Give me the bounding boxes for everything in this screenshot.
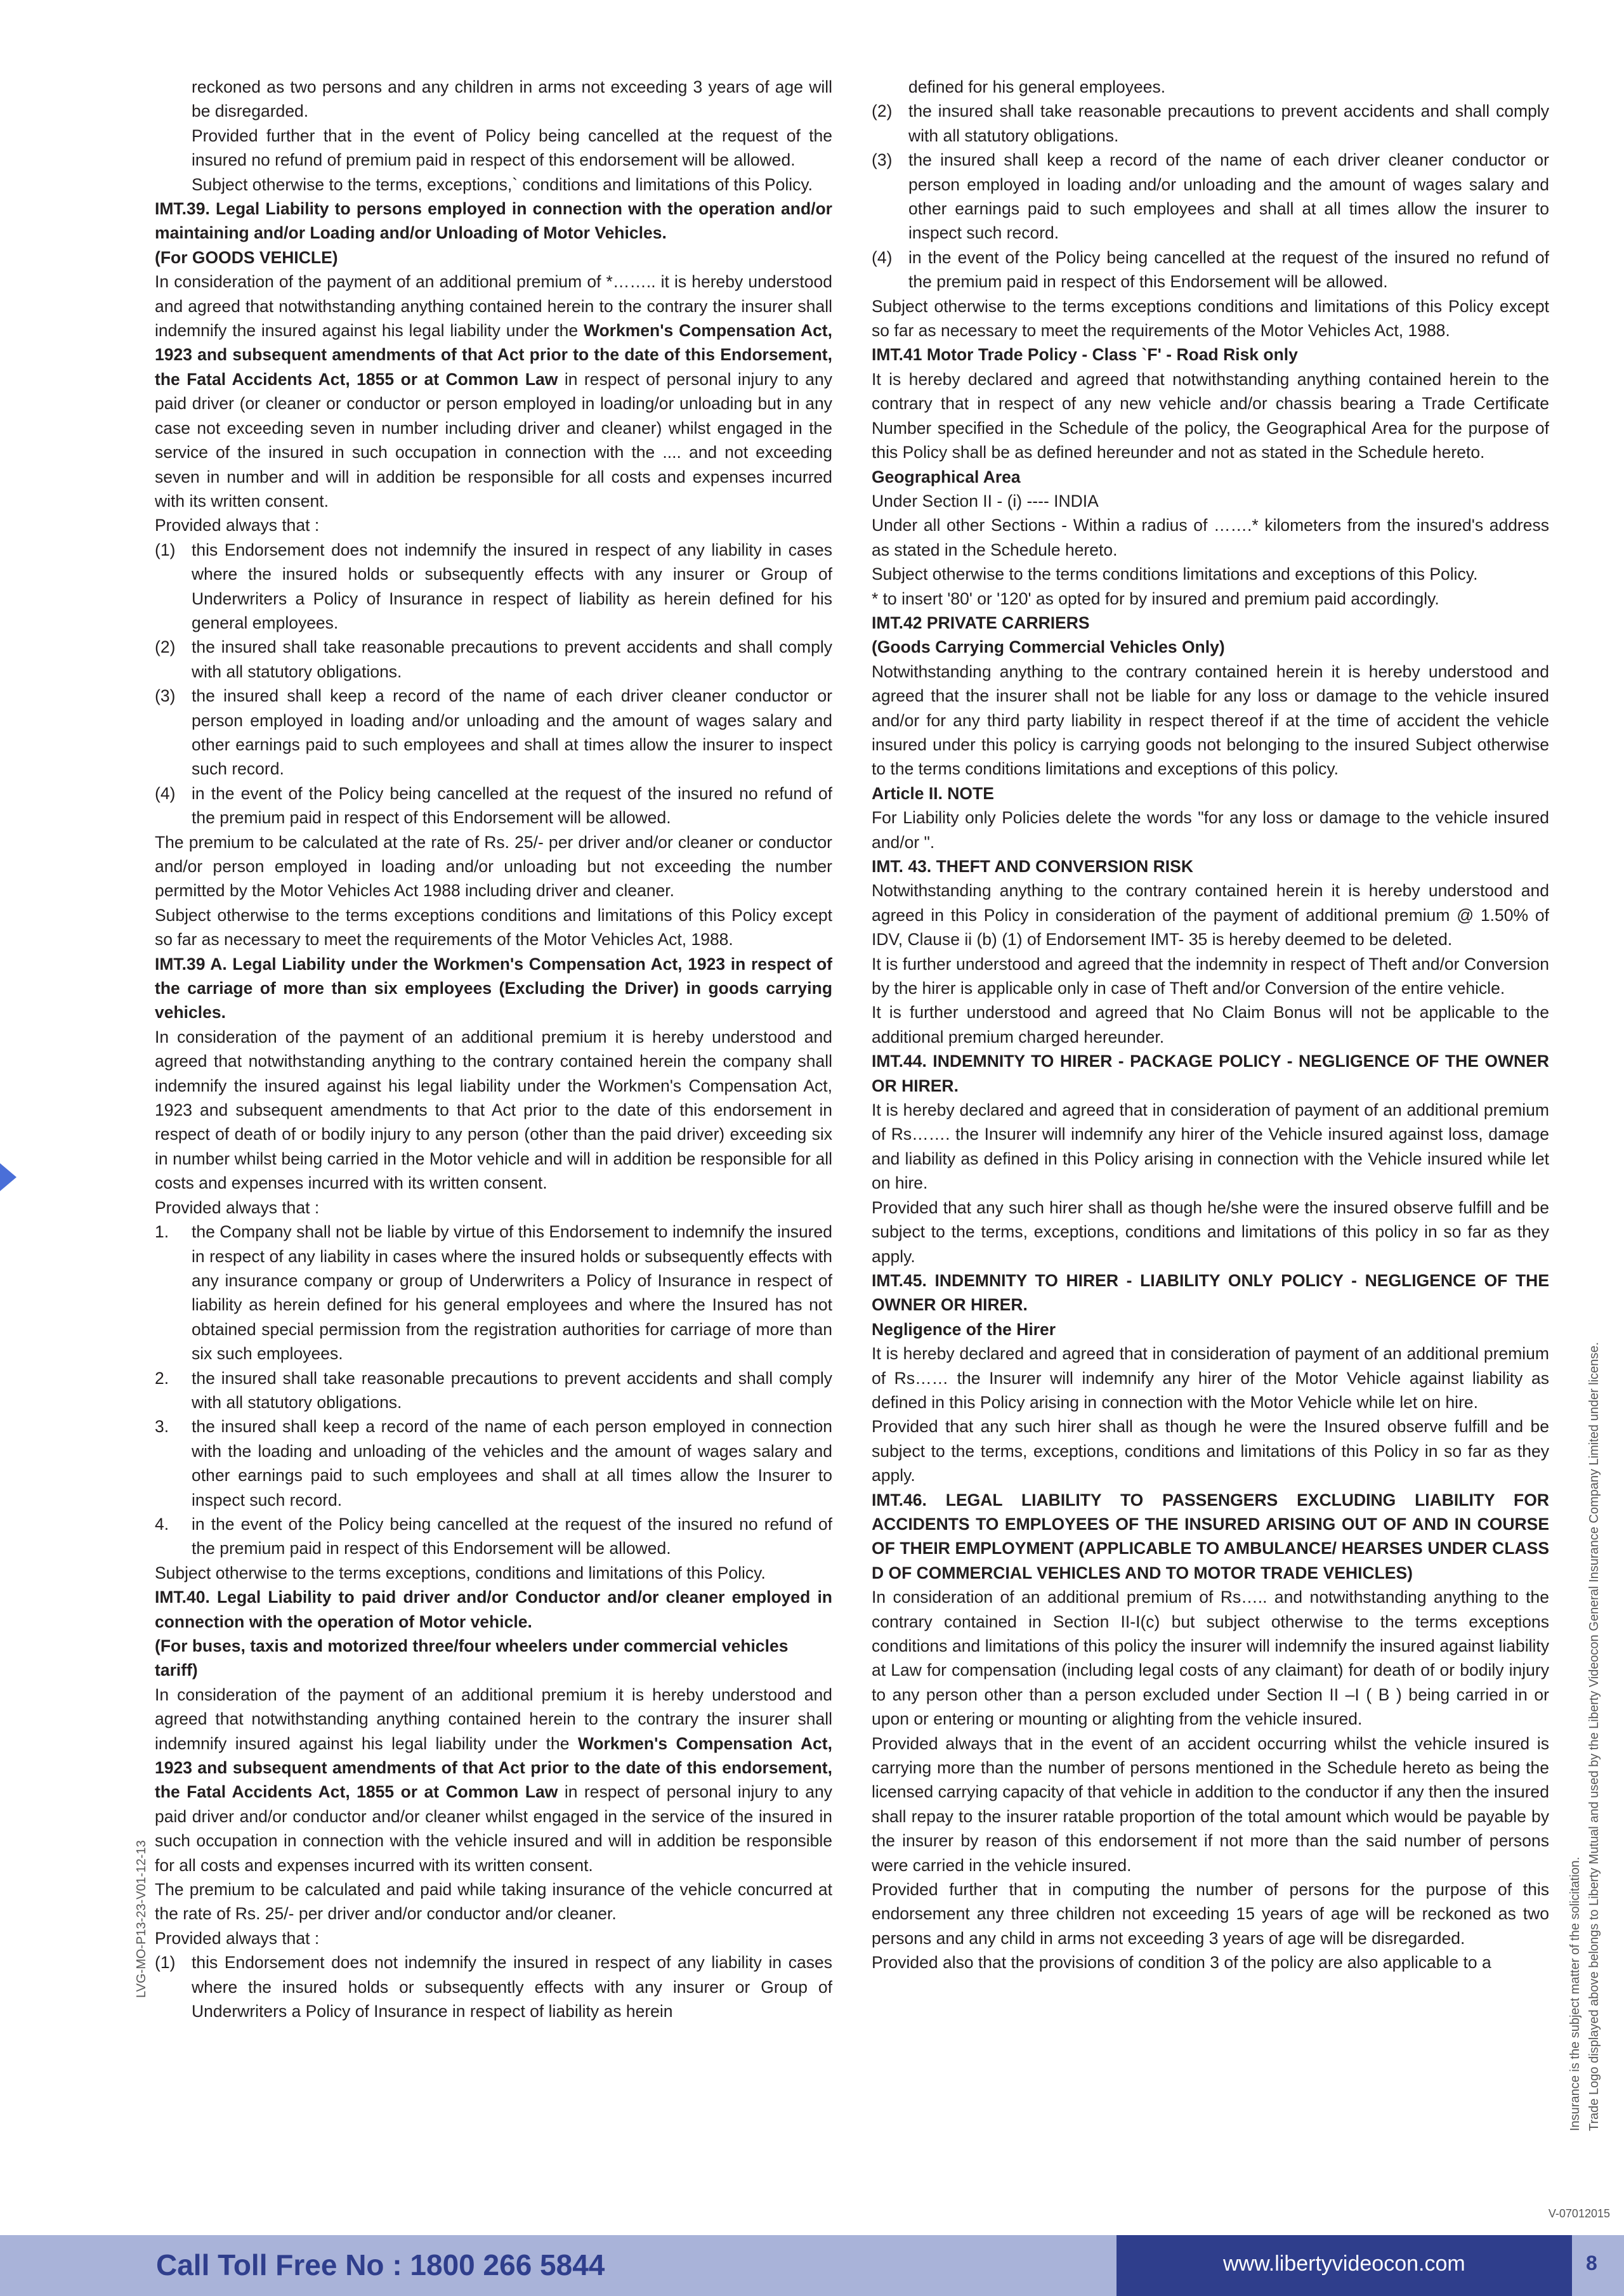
paragraph: Under Section II - (i) ---- INDIA: [872, 491, 1099, 511]
page-marker-triangle-icon: [0, 1163, 16, 1191]
paragraph: Notwithstanding anything to the contrary contained herein it is hereby understood and agreed that the insurer shall not be liable for any loss or damage to the vehicle insured and/or for any third party liability in respect thereof if at the time of accident the vehicle insured under this policy is carrying goods not belonging to the insured Subject otherwise to the terms conditions limitations and exceptions of this policy.: [872, 662, 1549, 779]
paragraph: Under all other Sections - Within a radius of …….* kilometers from the insured's address as stated in the Schedule hereto.: [872, 516, 1549, 559]
list-item: (4) in the event of the Policy being cancelled at the request of the insured no refund of the premium paid in respect of this Endorsement will be allowed.: [155, 783, 832, 828]
paragraph: Provided always that :: [155, 1197, 320, 1217]
paragraph: The premium to be calculated at the rate of Rs. 25/- per driver and/or cleaner or conductor and/or person employed in loading and/or unloading but not exceeding the number permitted by the Motor Vehicles Act 1988 including driver and cleaner.: [155, 832, 832, 901]
section-heading-imt45: IMT.45. INDEMNITY TO HIRER - LIABILITY ONLY POLICY - NEGLIGENCE OF THE OWNER OR HIRER.: [872, 1270, 1549, 1315]
list-item: (1) this Endorsement does not indemnify the insured in respect of any liability in cases where the insured holds or subsequently effects with any insurer or Group of Underwriters a Policy of Insurance in respect of liability as herein defined for his general employees.: [155, 540, 832, 632]
section-heading-imt43: IMT. 43. THEFT AND CONVERSION RISK: [872, 857, 1193, 876]
paragraph: Subject otherwise to the terms exceptions conditions and limitations of this Policy except so far as necessary to meet the requirements of the Motor Vehicles Act, 1988.: [155, 905, 832, 949]
version-code: V-07012015: [1548, 2207, 1610, 2220]
list-item: 4. in the event of the Policy being cancelled at the request of the insured no refund of the premium paid in respect of this Endorsement will be allowed.: [155, 1514, 832, 1558]
list-item: (3) the insured shall keep a record of the name of each driver cleaner conductor or person employed in loading and/or unloading and the amount of wages salary and other earnings paid to such employees and shall at all times allow the insurer to inspect such record.: [872, 150, 1549, 243]
paragraph: Subject otherwise to the terms exceptions, conditions and limitations of this Policy.: [155, 1563, 766, 1582]
paragraph: defined for his general employees.: [908, 77, 1166, 96]
paragraph: Provided further that in the event of Policy being cancelled at the request of the insured no refund of premium paid in respect of this endorsement will be allowed.: [192, 126, 832, 170]
paragraph: reckoned as two persons and any children in arms not exceeding 3 years of age will be disregarded.: [192, 77, 832, 121]
legal-line: Trade Logo displayed above belongs to Liberty Mutual and used by the Liberty Videocon General Insurance Company Limited under license.: [1587, 1341, 1601, 2131]
paragraph: In consideration of the payment of an additional premium of *…….. it is hereby understood and agreed that notwithstanding anything contained herein to the contrary the insurer shall indemnify the insured against his legal liability under the Workmen's Compensation Act, 1923 and subsequent amendments of that Act prior to the date of this Endorsement, the Fatal Accidents Act, 1855 or at Common Law in respect of personal injury to any paid driver (or cleaner or conductor or person employed in loading/or unloading but in any case not exceeding seven in number including driver and cleaner) whilst engaged in the service of the insured in such occupation in connection with the .... and not exceeding seven in number and will in addition be responsible for all costs and expenses incurred with its written consent.: [155, 272, 832, 511]
paragraph: For Liability only Policies delete the words "for any loss or damage to the vehicle insured and/or ".: [872, 808, 1549, 852]
paragraph: Provided that any such hirer shall as though he were the Insured observe fulfill and be subject to the terms, exceptions, conditions and limitations of this Policy in so far as they apply.: [872, 1417, 1549, 1485]
list-item: (1) this Endorsement does not indemnify the insured in respect of any liability in cases where the insured holds or subsequently effects with any insurer or Group of Underwriters a Policy of Insurance in respect of liability as herein: [155, 1953, 832, 2021]
paragraph: In consideration of the payment of an additional premium it is hereby understood and agreed that notwithstanding anything contained herein to the contrary the insurer shall indemnify insured against his legal liability under the Workmen's Compensation Act, 1923 and subsequent amendments of that Act prior to the date of this endorsement, the Fatal Accidents Act, 1855 or at Common Law in respect of personal injury to any paid driver and/or conductor and/or cleaner whilst engaged in the service of the insured in such occupation in connection with the vehicle insured and will in addition be responsible for all costs and expenses incurred with its written consent.: [155, 1685, 832, 1875]
document-code: LVG-MO-P13-23-V01-12-13: [134, 1840, 148, 1998]
section-heading-imt44: IMT.44. INDEMNITY TO HIRER - PACKAGE POLICY - NEGLIGENCE OF THE OWNER OR HIRER.: [872, 1052, 1549, 1095]
website-link[interactable]: www.libertyvideocon.com: [1223, 2252, 1465, 2276]
right-column: [872, 75, 1549, 1975]
page-number: 8: [1586, 2252, 1597, 2274]
paragraph: Notwithstanding anything to the contrary contained herein it is hereby understood and agreed in this Policy in consideration of the payment of additional premium @ 1.50% of IDV, Clause ii (b) (1) of Endorsement IMT- 35 is hereby deemed to be deleted.: [872, 881, 1549, 949]
paragraph: It is further understood and agreed that the indemnity in respect of Theft and/or Conversion by the hirer is applicable only in case of Theft and/or Conversion of the entire vehicle.: [872, 954, 1549, 998]
paragraph: In consideration of the payment of an additional premium it is hereby understood and agreed that notwithstanding anything to the contrary contained herein the company shall indemnify the insured against his legal liability under the Workmen's Compensation Act, 1923 and subsequent amendments to that Act prior to the date of this endorsement in respect of death of or bodily injury to any person (other than the paid driver) exceeding six in number whilst being carried in the Motor vehicle and will in addition be responsible for all costs and expenses incurred with its written consent.: [155, 1027, 832, 1193]
list-item: 1. the Company shall not be liable by virtue of this Endorsement to indemnify the insured in respect of any liability in cases where the insured holds or subsequently effects with any insurance company or group of Underwriters a Policy of Insurance in respect of liability as herein defined for his general employees and where the Insured has not obtained special permission from the registration authorities for carriage of more than six such employees.: [155, 1222, 832, 1364]
section-subheading: Negligence of the Hirer: [872, 1319, 1056, 1339]
paragraph: Subject otherwise to the terms exceptions conditions and limitations of this Policy except so far as necessary to meet the requirements of the Motor Vehicles Act, 1988.: [872, 296, 1549, 341]
list-item: (3) the insured shall keep a record of the name of each driver cleaner conductor or person employed in loading and/or unloading and the amount of wages salary and other earnings paid to such employees and shall at times allow the insurer to inspect such record.: [155, 686, 832, 779]
list-item: (4) in the event of the Policy being cancelled at the request of the insured no refund of the premium paid in respect of this Endorsement will be allowed.: [872, 247, 1549, 292]
paragraph: It is hereby declared and agreed that in consideration of payment of an additional premium of Rs…… the Insurer will indemnify any hirer of the Motor Vehicle against liability as defined in this Policy arising in connection with the Motor Vehicle while let on hire.: [872, 1344, 1549, 1412]
continued-block: [155, 75, 832, 197]
section-heading-imt41: IMT.41 Motor Trade Policy - Class `F' - Road Risk only: [872, 345, 1298, 365]
paragraph: Subject otherwise to the terms, exceptions,` conditions and limitations of this Policy.: [192, 174, 813, 194]
list-item: 2. the insured shall take reasonable precautions to prevent accidents and shall comply with all statutory obligations.: [155, 1368, 832, 1412]
section-subheading: (For buses, taxis and motorized three/four wheelers under commercial vehicles tariff): [155, 1636, 789, 1680]
paragraph: It is further understood and agreed that No Claim Bonus will not be applicable to the additional premium charged hereunder.: [872, 1003, 1549, 1047]
footer-bar: [0, 2235, 1624, 2296]
list-item: 3. the insured shall keep a record of the name of each person employed in connection with the loading and unloading of the vehicles and the amount of wages salary and other earnings paid to such employees and shall at all times allow the Insurer to inspect such record.: [155, 1417, 832, 1510]
paragraph: Provided also that the provisions of condition 3 of the policy are also applicable to a: [872, 1953, 1491, 1973]
section-heading-imt46: IMT.46. LEGAL LIABILITY TO PASSENGERS EXCLUDING LIABILITY FOR ACCIDENTS TO EMPLOYEES OF THE INSURED ARISING OUT OF AND IN COURSE OF THEIR EMPLOYMENT (APPLICABLE TO AMBULANCE/ HEARSES UNDER CLASS D OF COMMERCIAL VEHICLES AND TO MOTOR TRADE VEHICLES): [872, 1490, 1549, 1582]
paragraph: Provided always that :: [155, 516, 320, 535]
paragraph: The premium to be calculated and paid while taking insurance of the vehicle concurred at the rate of Rs. 25/- per driver and/or conductor and/or cleaner.: [155, 1880, 832, 1924]
legal-notice: [1566, 1342, 1604, 2131]
paragraph: It is hereby declared and agreed that in consideration of payment of an additional premium of Rs……. the Insurer will indemnify any hirer of the Vehicle insured against loss, damage and liability as defined in this Policy arising in connection with the Vehicle insured while let on hire.: [872, 1100, 1549, 1193]
list-item: (2) the insured shall take reasonable precautions to prevent accidents and shall comply with all statutory obligations.: [155, 637, 832, 681]
left-column: [155, 75, 832, 2024]
paragraph: * to insert '80' or '120' as opted for by insured and premium paid accordingly.: [872, 589, 1439, 608]
paragraph: Subject otherwise to the terms conditions limitations and exceptions of this Policy.: [872, 564, 1478, 584]
toll-free-number: Call Toll Free No : 1800 266 5844: [156, 2248, 605, 2281]
paragraph: Provided that any such hirer shall as though he/she were the insured observe fulfill and be subject to the terms, exceptions, conditions and limitations of this policy in so far as they apply.: [872, 1197, 1549, 1266]
section-subheading: (Goods Carrying Commercial Vehicles Only): [872, 637, 1225, 657]
section-subheading: (For GOODS VEHICLE): [155, 247, 338, 267]
section-heading-imt39a: IMT.39 A. Legal Liability under the Workmen's Compensation Act, 1923 in respect of the carriage of more than six employees (Excluding the Driver) in goods carrying vehicles.: [155, 954, 832, 1022]
section-subheading: Article II. NOTE: [872, 783, 994, 803]
section-heading-imt39: IMT.39. Legal Liability to persons employed in connection with the operation and/or maintaining and/or Loading and/or Unloading of Motor Vehicles.: [155, 199, 832, 243]
paragraph: It is hereby declared and agreed that notwithstanding anything contained herein to the contrary that in respect of any new vehicle and/or chassis bearing a Trade Certificate Number specified in the Schedule of the policy, the Geographical Area for the purpose of this Policy shall be as defined hereunder and not as stated in the Schedule hereto.: [872, 369, 1549, 462]
section-subheading: Geographical Area: [872, 467, 1021, 486]
continued-block: [872, 75, 1549, 99]
section-heading-imt40: IMT.40. Legal Liability to paid driver and/or Conductor and/or cleaner employed in connection with the operation of Motor vehicle.: [155, 1588, 832, 1631]
list-item: (2) the insured shall take reasonable precautions to prevent accidents and shall comply with all statutory obligations.: [872, 101, 1549, 145]
paragraph: Provided always that in the event of an accident occurring whilst the vehicle insured is carrying more than the number of persons mentioned in the Schedule hereto as being the licensed carrying capacity of that vehicle in addition to the conductor if any then the insured shall repay to the insurer ratable proportion of the total amount which would be payable by the insurer by reason of this endorsement if not more than the said number of persons were carried in the vehicle insured.: [872, 1733, 1549, 1875]
paragraph: Provided always that :: [155, 1928, 320, 1948]
paragraph: In consideration of an additional premium of Rs….. and notwithstanding anything to the contrary contained in Section II-I(c) but subject otherwise to the terms exceptions conditions and limitations of this policy the insurer will indemnify the insured against liability at Law for compensation (including legal costs of any claimant) for death of or bodily injury to any person other than a person excluded under Section II –I ( B ) being carried in or upon or entering or mounting or alighting from the vehicle insured.: [872, 1588, 1549, 1729]
legal-line: Insurance is the subject matter of the solicitation.: [1568, 1856, 1582, 2131]
section-heading-imt42: IMT.42 PRIVATE CARRIERS: [872, 613, 1090, 632]
paragraph: Provided further that in computing the number of persons for the purpose of this endorsement any three children not exceeding 15 years of age will be reckoned as two persons and any child in arms not exceeding 3 years of age will be disregarded.: [872, 1880, 1549, 1948]
